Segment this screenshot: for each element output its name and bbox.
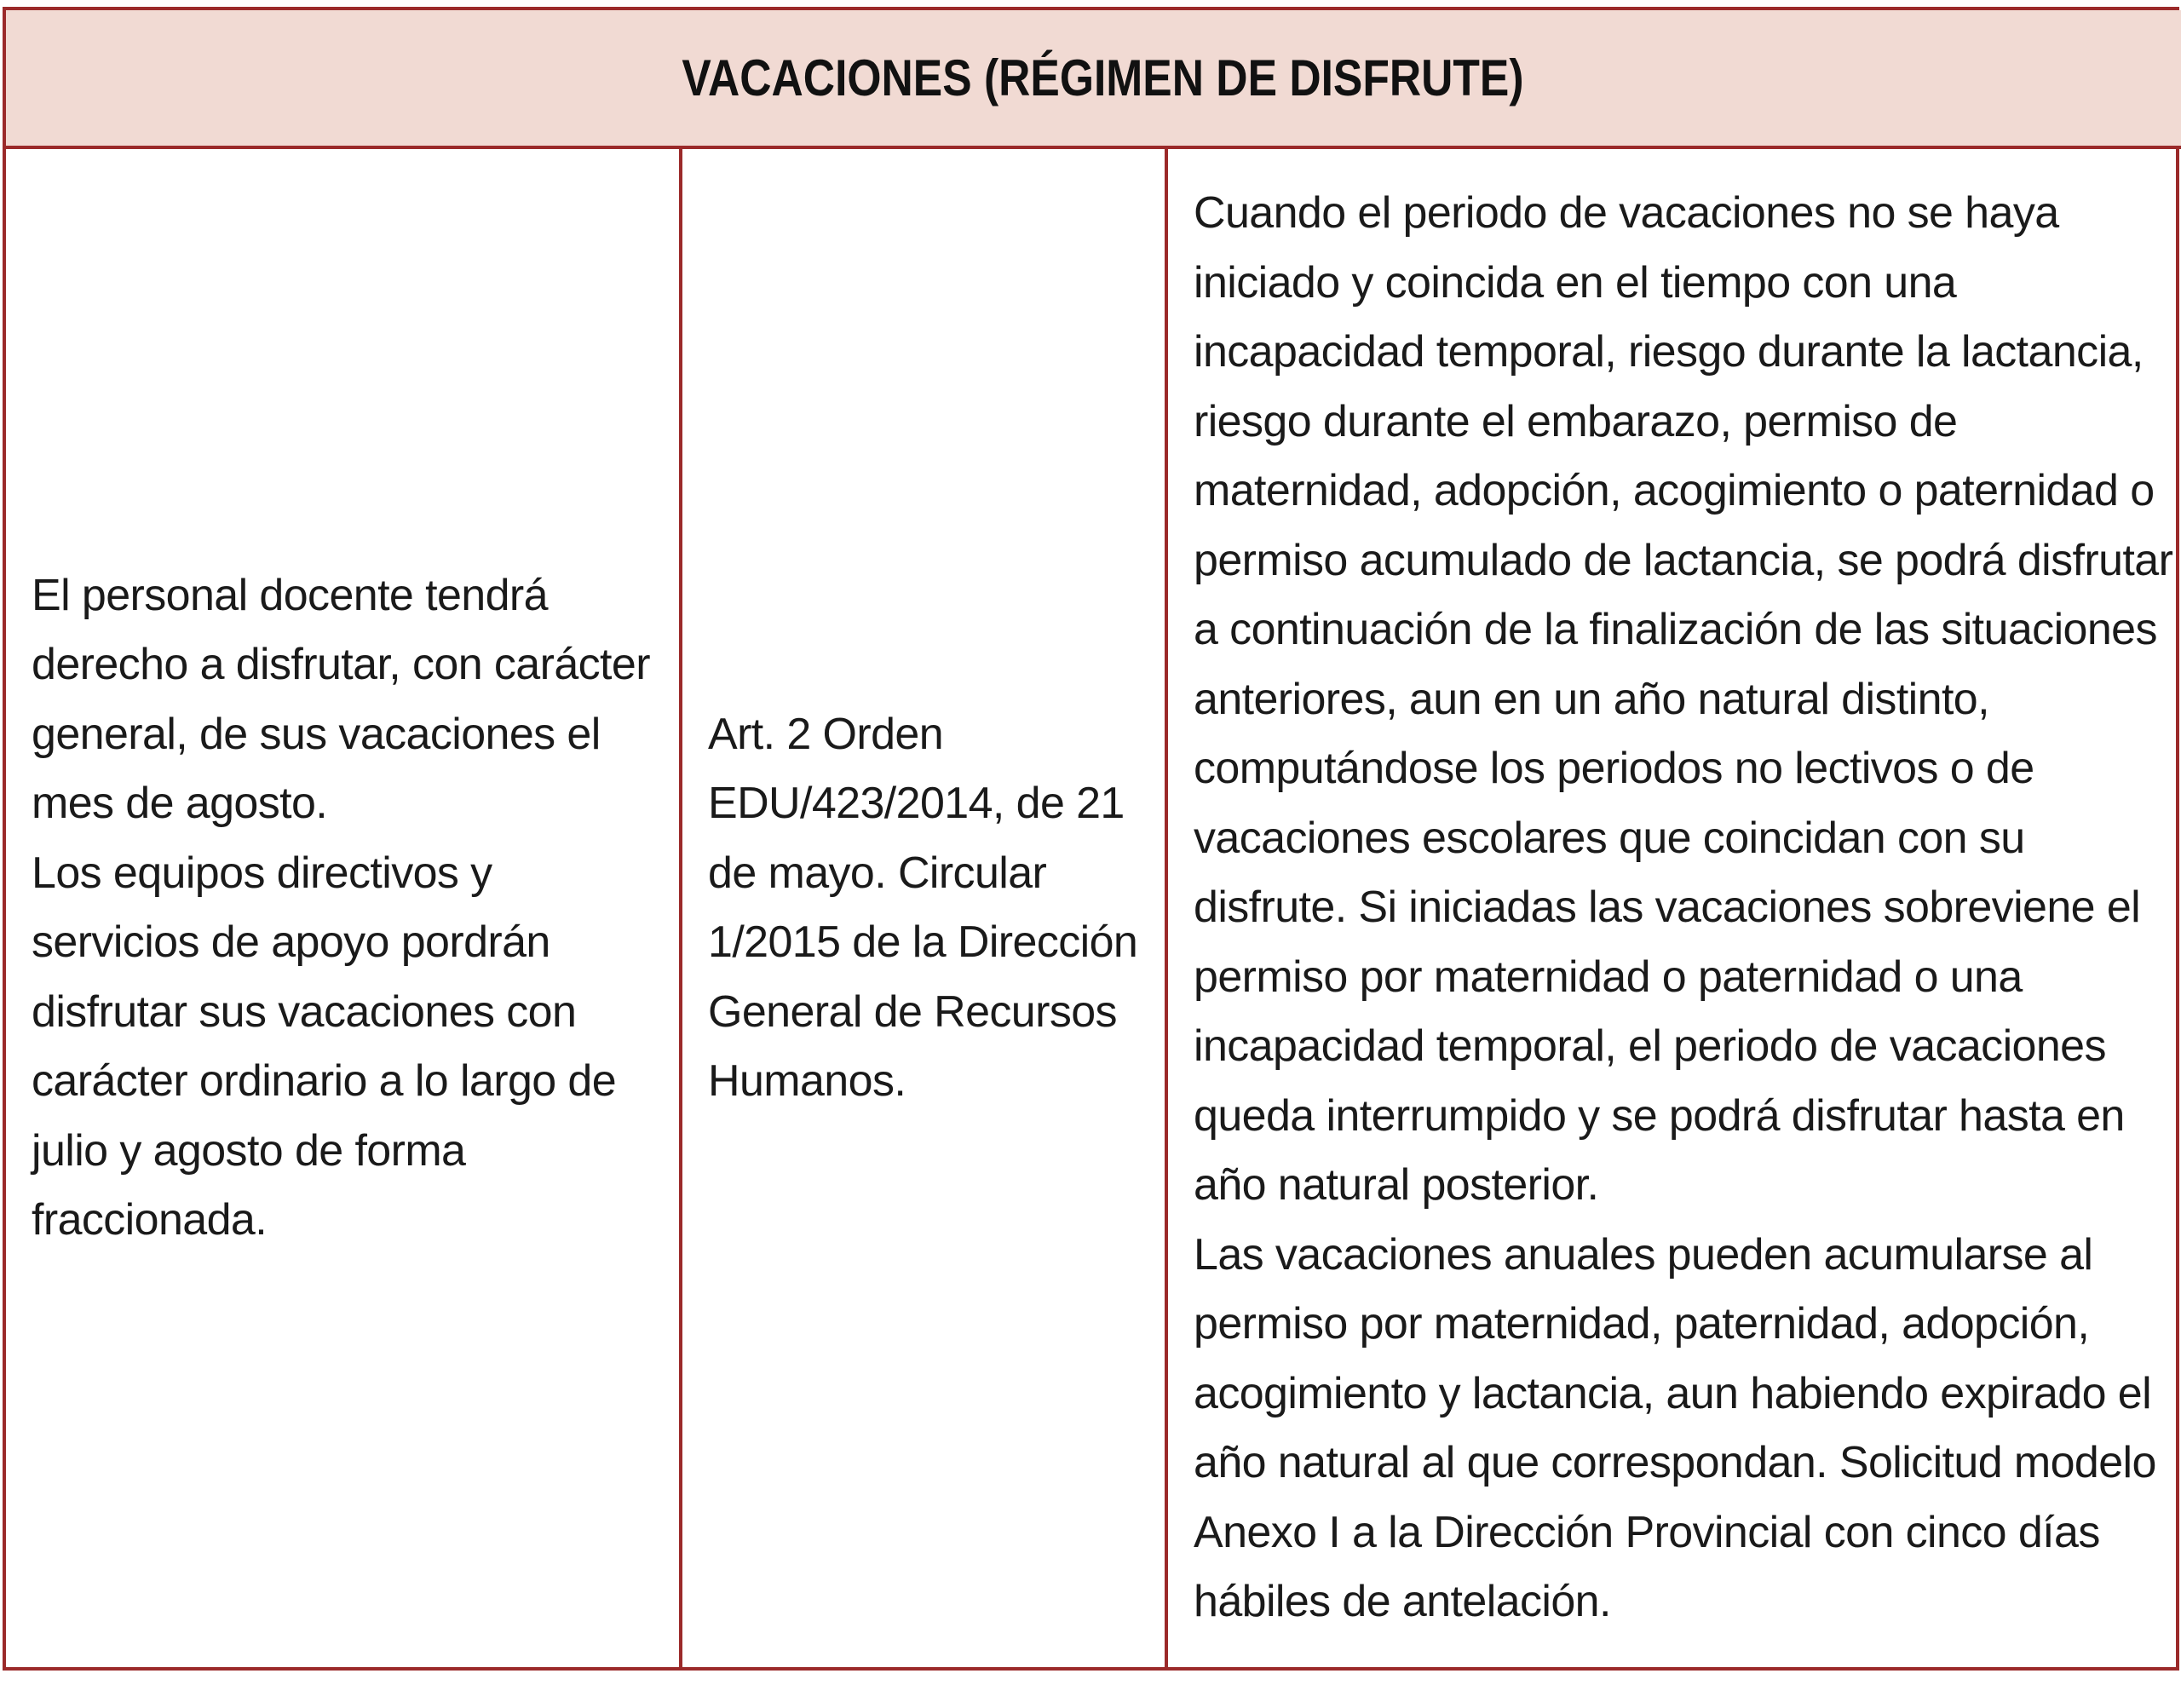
- vacaciones-table: [3, 7, 2179, 1671]
- observations-paragraph-2: Las vacaciones anuales pueden acumularse al permiso por maternidad, paternidad, adopción, acogimiento y lactancia, aun habiendo expirado el año natural al que correspondan. Solicitud modelo Anexo I a la Dirección Provincial con cinco días hábiles de antelación.: [1194, 1229, 2156, 1627]
- cell-observations: [1165, 149, 2181, 1667]
- description-paragraph-1: El personal docente tendrá derecho a disfrutar, con carácter general, de sus vacaciones el mes de agosto.: [32, 570, 650, 828]
- legal-reference-text: [708, 700, 1139, 1117]
- legal-reference-paragraph: Art. 2 Orden EDU/423/2014, de 21 de mayo. Circular 1/2015 de la Dirección General de Recursos Humanos.: [708, 709, 1138, 1106]
- table-title: VACACIONES (RÉGIMEN DE DISFRUTE): [681, 49, 1524, 106]
- observations-paragraph-1: Cuando el periodo de vacaciones no se haya iniciado y coincida en el tiempo con una incapacidad temporal, riesgo durante la lactancia, riesgo durante el embarazo, permiso de maternidad, adopción, acogimiento o paternidad o permiso acumulado de lactancia, se podrá disfrutar a continuación de la finalización de las situaciones anteriores, aun en un año natural distinto, computándose los periodos no lectivos o de vacaciones escolares que coincidan con su disfrute. Si iniciadas las vacaciones sobreviene el permiso por maternidad o paternidad o una incapacidad temporal, el periodo de vacaciones queda interrumpido y se podrá disfrutar hasta en año natural posterior.: [1194, 188, 2173, 1211]
- description-paragraph-2: Los equipos directivos y servicios de apoyo pordrán disfrutar sus vacaciones con carácter ordinario a lo largo de julio y agosto de forma fraccionada.: [32, 848, 617, 1245]
- description-text: [32, 561, 653, 1256]
- observations-text: [1194, 179, 2173, 1637]
- cell-description: [6, 149, 679, 1667]
- table-header: [6, 10, 2181, 149]
- cell-legal-reference: [679, 149, 1165, 1667]
